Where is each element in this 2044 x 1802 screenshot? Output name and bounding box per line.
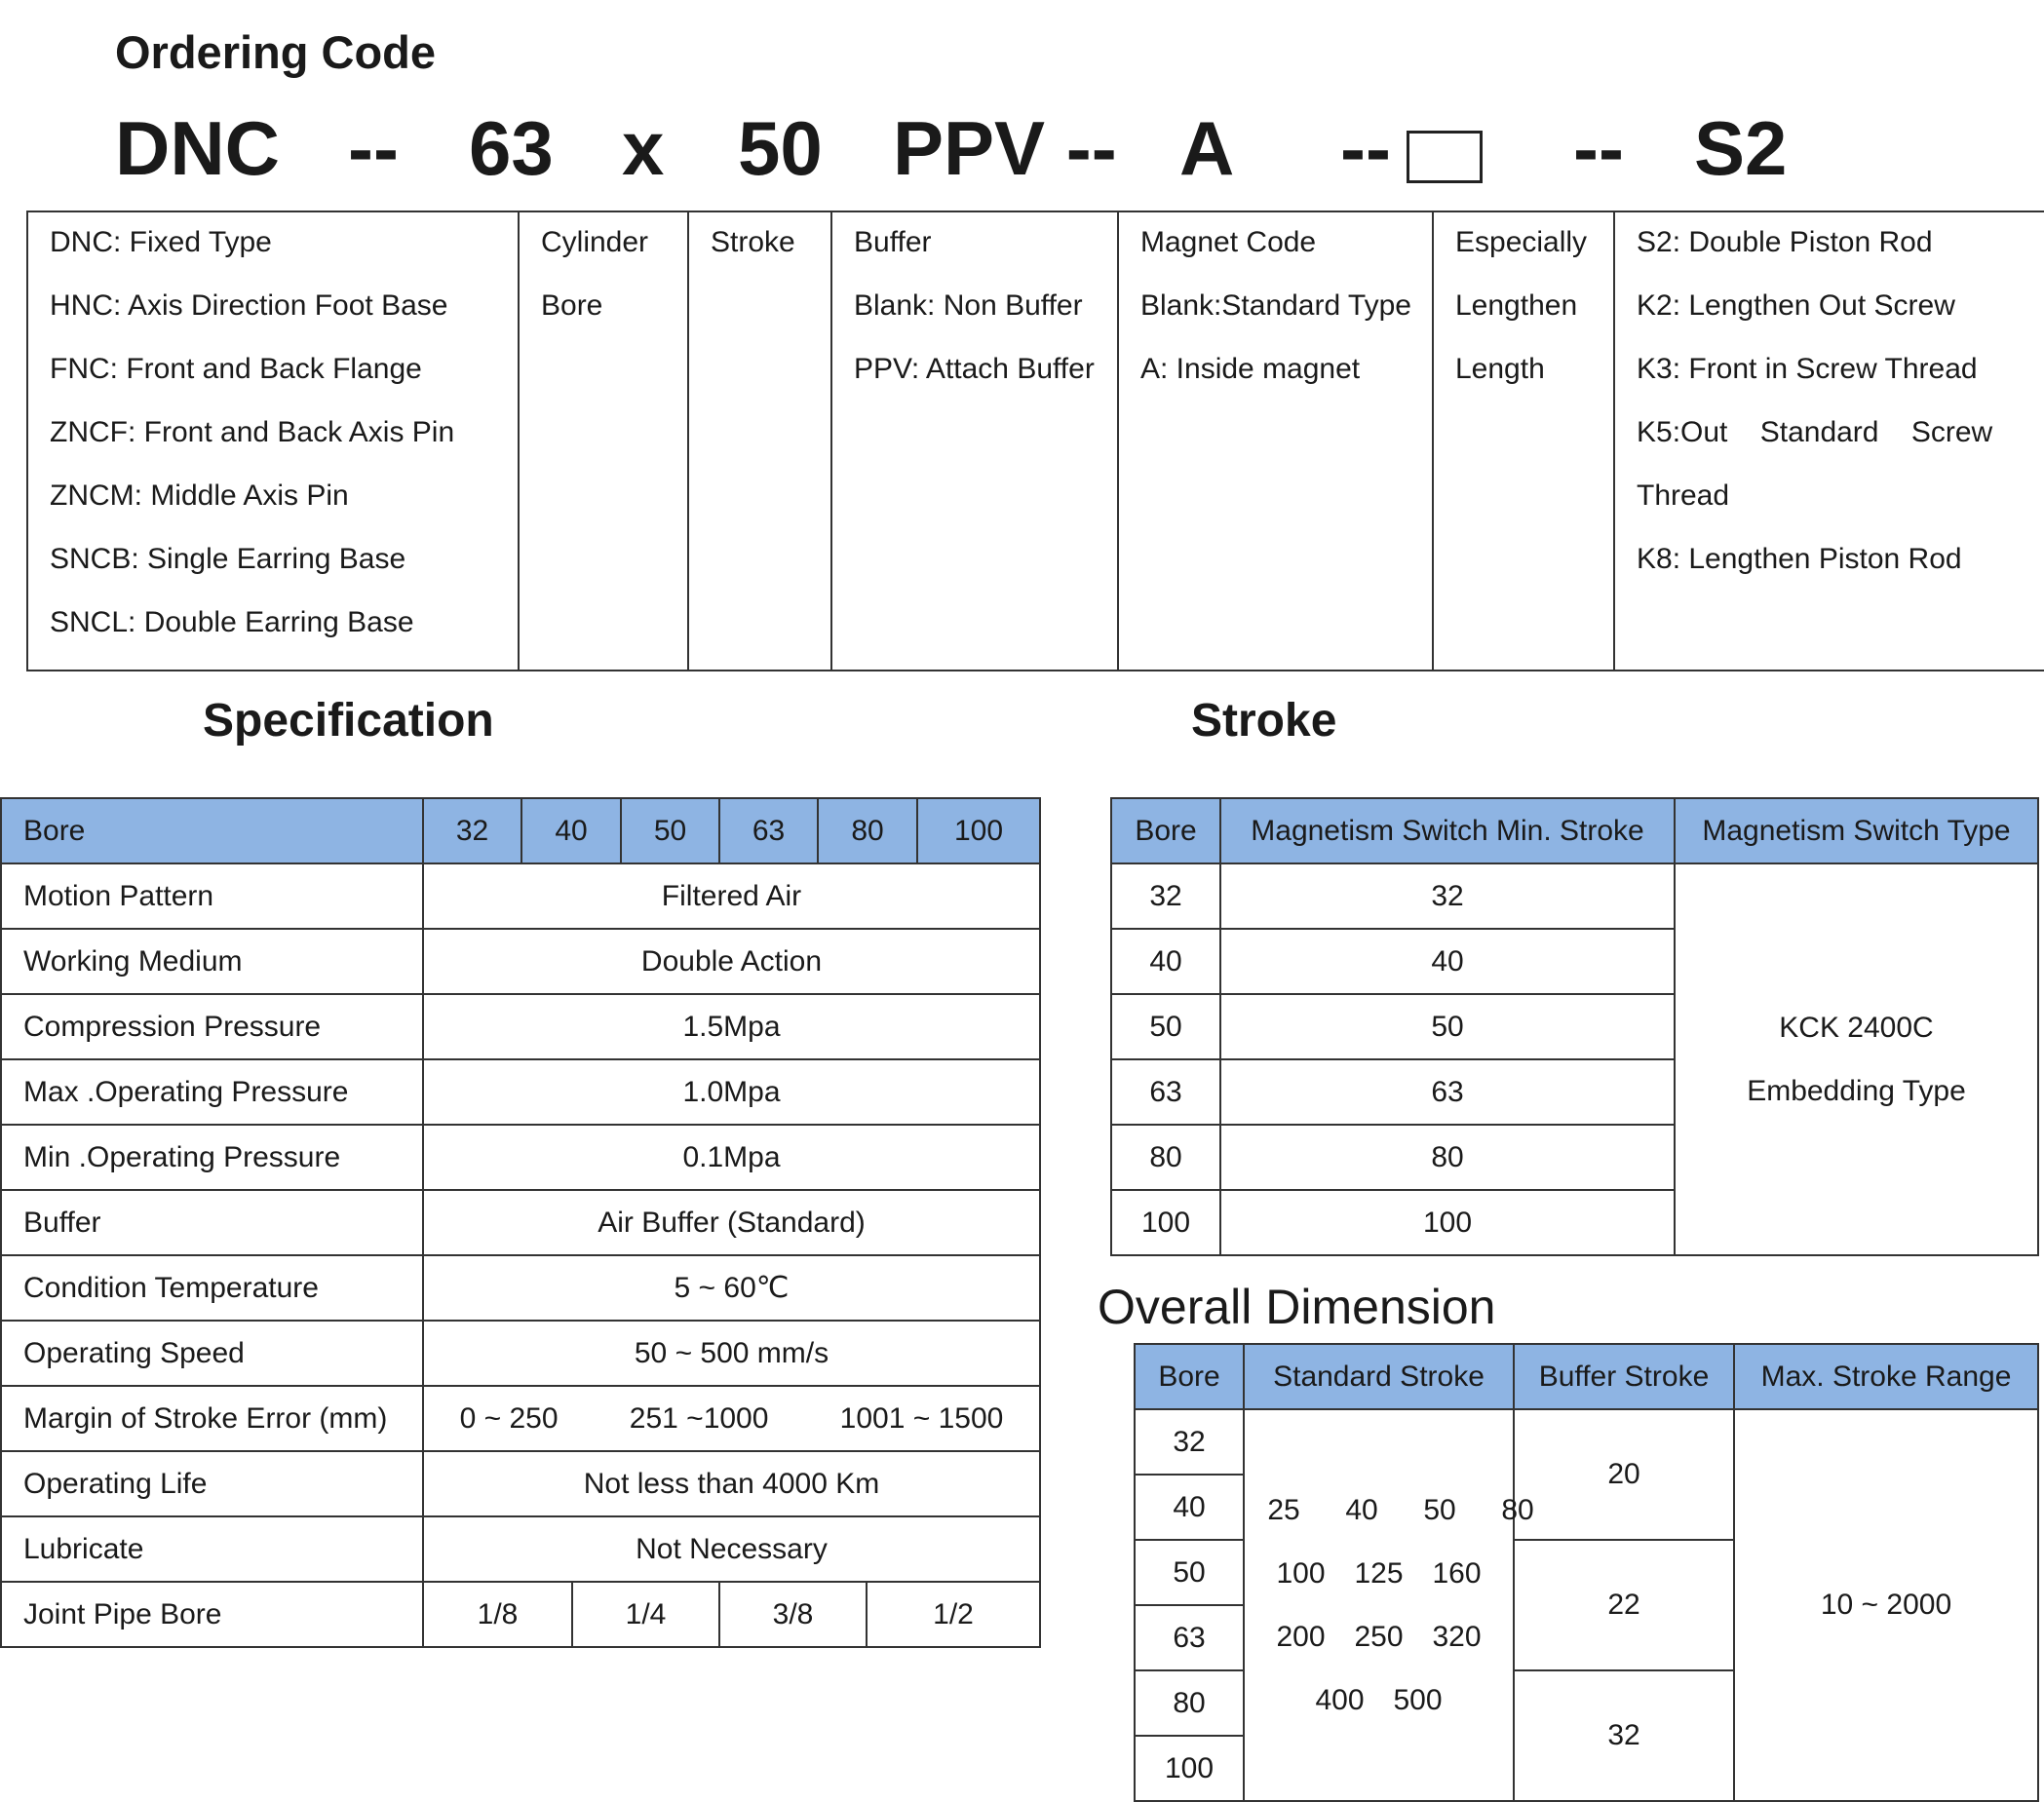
spec-header-cell: 100 xyxy=(917,798,1040,863)
standard-stroke-line: 25 40 50 80 xyxy=(1267,1494,1534,1526)
ordering-code-title: Ordering Code xyxy=(115,26,437,78)
stroke-min: 100 xyxy=(1220,1190,1675,1255)
specification-title: Specification xyxy=(203,695,494,747)
stroke-table xyxy=(1110,797,2039,1256)
code-buffer: PPV -- xyxy=(893,105,1117,191)
spec-header-cell: 40 xyxy=(521,798,621,863)
standard-stroke-line: 400 500 xyxy=(1315,1684,1443,1716)
code-stroke: 50 xyxy=(738,105,823,191)
spec-value: 1.5Mpa xyxy=(423,994,1040,1059)
stroke-bore: 100 xyxy=(1111,1190,1220,1255)
stroke-min: 40 xyxy=(1220,929,1675,994)
dim-header-cell: Standard Stroke xyxy=(1244,1344,1514,1409)
spec-header-cell: Bore xyxy=(1,798,423,863)
pipe-bore-value: 1/8 xyxy=(423,1582,572,1647)
table-row xyxy=(1,1516,1040,1582)
spec-label: Buffer xyxy=(1,1190,423,1255)
stroke-header-row xyxy=(1111,798,2038,863)
switch-type xyxy=(1675,863,2038,1255)
overall-dimension-table xyxy=(1134,1343,2039,1802)
buffer-stroke-value: 22 xyxy=(1514,1540,1734,1670)
pipe-bore-value: 1/2 xyxy=(867,1582,1040,1647)
max-stroke-range: 10 ~ 2000 xyxy=(1734,1409,2038,1801)
spec-value xyxy=(423,1386,1040,1451)
magnet-column: Magnet Code Blank:Standard Type A: Inside magnet xyxy=(1118,211,1433,671)
table-row xyxy=(1135,1409,2038,1475)
dim-bore: 80 xyxy=(1135,1670,1244,1736)
standard-stroke-line: 200 250 320 xyxy=(1276,1621,1482,1653)
code-rod: S2 xyxy=(1694,105,1788,191)
switch-mount: Embedding Type xyxy=(1747,1075,1966,1107)
series-column: DNC: Fixed Type HNC: Axis Direction Foot Base FNC: Front and Back Flange ZNCF: Front and Back Axis Pin ZNCM: Middle Axis Pin SNCB: Single Earring Base SNCL: Double Earring Base xyxy=(27,211,519,671)
dim-bore: 32 xyxy=(1135,1409,1244,1475)
overall-dimension-title: Overall Dimension xyxy=(1098,1280,1496,1334)
spec-value: Air Buffer (Standard) xyxy=(423,1190,1040,1255)
stroke-bore: 63 xyxy=(1111,1059,1220,1125)
stroke-header-cell: Magnetism Switch Type xyxy=(1675,798,2038,863)
table-row xyxy=(1,929,1040,994)
stroke-header-cell: Magnetism Switch Min. Stroke xyxy=(1220,798,1675,863)
pipe-bore-value: 1/4 xyxy=(572,1582,719,1647)
stroke-min: 80 xyxy=(1220,1125,1675,1190)
spec-header-cell: 63 xyxy=(719,798,818,863)
stroke-bore: 80 xyxy=(1111,1125,1220,1190)
stroke-title: Stroke xyxy=(1191,695,1337,747)
dim-header-cell: Bore xyxy=(1135,1344,1244,1409)
stroke-header-cell: Bore xyxy=(1111,798,1220,863)
stroke-min: 50 xyxy=(1220,994,1675,1059)
dim-header-row xyxy=(1135,1344,2038,1409)
code-bore: 63 xyxy=(469,105,554,191)
dim-bore: 100 xyxy=(1135,1736,1244,1801)
dim-bore: 63 xyxy=(1135,1605,1244,1670)
specification-table xyxy=(0,797,1041,1648)
spec-value: 50 ~ 500 mm/s xyxy=(423,1321,1040,1386)
rod-column: S2: Double Piston Rod K2: Lengthen Out Screw K3: Front in Screw Thread K5:Out Standard Screw Thread K8: Lengthen Piston Rod xyxy=(1614,211,2044,671)
table-row xyxy=(1,994,1040,1059)
spec-label: Max .Operating Pressure xyxy=(1,1059,423,1125)
spec-label: Condition Temperature xyxy=(1,1255,423,1321)
bore-column: Cylinder Bore xyxy=(519,211,688,671)
spec-label: Working Medium xyxy=(1,929,423,994)
stroke-error-range: 0 ~ 250 xyxy=(459,1401,559,1435)
table-row xyxy=(1,863,1040,929)
spec-header-cell: 80 xyxy=(818,798,917,863)
spec-label: Lubricate xyxy=(1,1516,423,1582)
spec-value: 1.0Mpa xyxy=(423,1059,1040,1125)
code-series: DNC xyxy=(115,105,280,191)
standard-stroke-list xyxy=(1244,1409,1534,1801)
buffer-column: Buffer Blank: Non Buffer PPV: Attach Buffer xyxy=(831,211,1118,671)
spec-label: Operating Life xyxy=(1,1451,423,1516)
table-row xyxy=(1111,863,2038,929)
dim-bore: 50 xyxy=(1135,1540,1244,1605)
stroke-bore: 50 xyxy=(1111,994,1220,1059)
spec-label: Joint Pipe Bore xyxy=(1,1582,423,1647)
table-row xyxy=(1,1582,1040,1647)
stroke-error-range: 251 ~1000 xyxy=(629,1401,769,1435)
spec-label: Operating Speed xyxy=(1,1321,423,1386)
spec-label: Motion Pattern xyxy=(1,863,423,929)
table-row xyxy=(1,1125,1040,1190)
length-column: Especially Lengthen Length xyxy=(1433,211,1614,671)
ordering-code-table xyxy=(26,211,2044,671)
dim-bore: 40 xyxy=(1135,1475,1244,1540)
buffer-stroke-value: 20 xyxy=(1514,1409,1734,1540)
spec-value: Filtered Air xyxy=(423,863,1040,929)
table-row xyxy=(1,1190,1040,1255)
stroke-bore: 40 xyxy=(1111,929,1220,994)
spec-header-row xyxy=(1,798,1040,863)
stroke-error-range: 1001 ~ 1500 xyxy=(839,1401,1004,1435)
code-magnet: A xyxy=(1179,105,1235,191)
table-row xyxy=(1,1321,1040,1386)
spec-label: Margin of Stroke Error (mm) xyxy=(1,1386,423,1451)
spec-value: Not Necessary xyxy=(423,1516,1040,1582)
code-separator: -- xyxy=(348,105,399,191)
stroke-column: Stroke xyxy=(688,211,831,671)
spec-value: 0.1Mpa xyxy=(423,1125,1040,1190)
table-row xyxy=(1,1386,1040,1451)
spec-header-cell: 32 xyxy=(423,798,521,863)
dim-header-cell: Buffer Stroke xyxy=(1514,1344,1734,1409)
spec-label: Compression Pressure xyxy=(1,994,423,1059)
stroke-min: 63 xyxy=(1220,1059,1675,1125)
spec-value: 5 ~ 60℃ xyxy=(423,1255,1040,1321)
switch-model: KCK 2400C xyxy=(1779,1012,1934,1044)
buffer-stroke-value: 32 xyxy=(1514,1670,1734,1801)
spec-value: Double Action xyxy=(423,929,1040,994)
dim-header-cell: Max. Stroke Range xyxy=(1734,1344,2038,1409)
table-row xyxy=(1,1059,1040,1125)
spec-value: Not less than 4000 Km xyxy=(423,1451,1040,1516)
code-separator: -- xyxy=(1573,105,1624,191)
code-length-box xyxy=(1407,131,1483,183)
stroke-bore: 32 xyxy=(1111,863,1220,929)
code-separator: -- xyxy=(1340,105,1391,191)
table-row xyxy=(1,1255,1040,1321)
stroke-min: 32 xyxy=(1220,863,1675,929)
standard-stroke-line: 100 125 160 xyxy=(1276,1557,1482,1590)
spec-header-cell: 50 xyxy=(621,798,719,863)
pipe-bore-value: 3/8 xyxy=(719,1582,867,1647)
table-row xyxy=(1,1451,1040,1516)
spec-label: Min .Operating Pressure xyxy=(1,1125,423,1190)
code-x: x xyxy=(622,105,665,191)
